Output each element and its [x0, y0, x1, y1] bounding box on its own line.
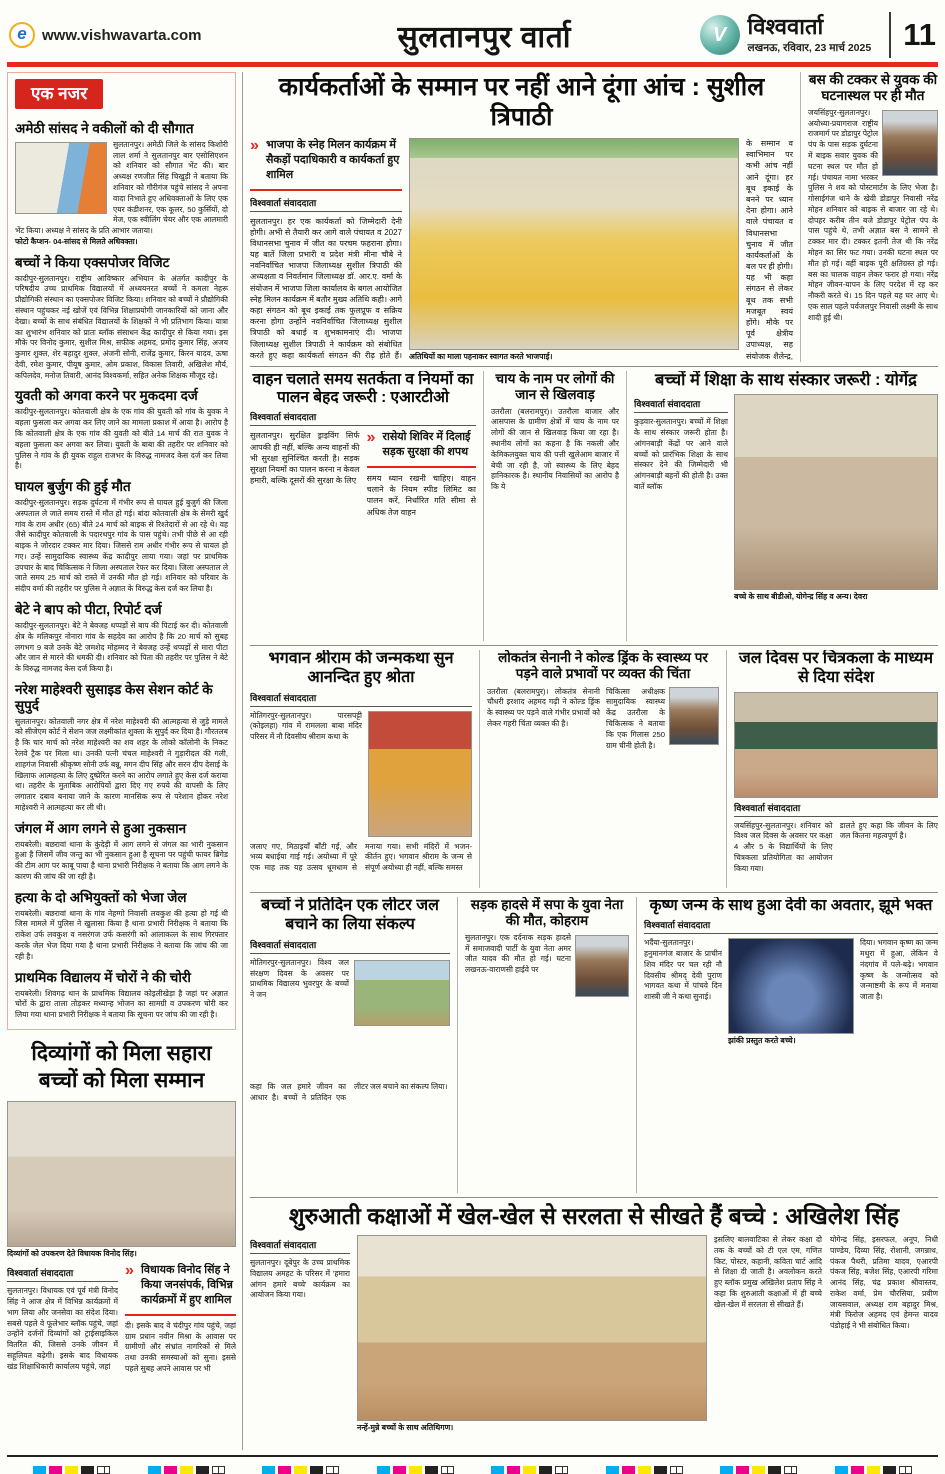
- water-day-body: डालते हुए कहा कि जीवन के लिए जल कितना महत्वपूर्ण है।: [839, 820, 938, 841]
- chai-body: उतरौला (बलरामपुर)। उतरौला बाजार और आसपास के ग्रामीण क्षेत्रों में चाय के नाम पर लोगों की जान से खिलवाड़ किया जा रहा है। स्थानीय लोगों का कहना है कि नकली और केमिकलयुक्त चाय की पत्ती खुलेआम बाजार में बेची जा रही है, जो स्वास्थ्य के लिए बेहद हानिकारक है। स्थानीय निवासियों का आरोप है कि ये: [491, 406, 619, 492]
- magenta-swatch: [393, 1466, 406, 1474]
- lead-column-1: [250, 138, 402, 362]
- cold-drink-headline: लोकतंत्र सेनानी ने कोल्ड ड्रिंक के स्वास्थ्य पर पड़ने वाले प्रभावों पर व्यक्त की चिंता: [498, 649, 708, 681]
- early-classes-attendees: योगेन्द्र सिंह, इसरफल, अनूप, निधी पाण्डेय, दिव्या सिंह, रोशानी, जगन्नाथ, पंकज पैथरी, प्रतिमा यादव, एआरपी पंकज सिंह, बजेश सिंह, एआरपी गरिमा आनंद सिंह, चंद्र प्रकाश श्रीवास्तव, राकेश वर्मा, प्रेम चौरसिया, प्रवीण जायसवाल, अध्यक्ष राम बहादुर मिश्र, मंत्री फिरोज अहमद एवं हेमन्त यादव पंडोहाई ने भी संबोधित किया।: [830, 1234, 938, 1331]
- lead-headline: कार्यकर्ताओं के सम्मान पर नहीं आने दूंगा आंच : सुशील त्रिपाठी: [278, 73, 765, 131]
- divyang-photo: [7, 1101, 236, 1247]
- early-classes-body: सुलतानपुर। दूबेपुर के उच्च प्राथमिक विद्यालय अमहट के परिसर में 'हमारा आंगन हमारे बच्चे' कार्यक्रम का आयोजन किया गया।: [250, 1257, 350, 1300]
- byline: विश्ववार्ता संवाददाता: [734, 801, 938, 817]
- victim-portrait-photo: [882, 110, 938, 176]
- magenta-swatch: [622, 1466, 635, 1474]
- byline: विश्ववार्ता संवाददाता: [250, 410, 476, 426]
- brief-photo-caption: फोटो कैप्शन- 04-सांसद से मिलते अधिवक्ता।: [15, 236, 138, 246]
- ek-najar-title: एक नजर: [15, 79, 103, 109]
- cyan-swatch: [491, 1466, 504, 1474]
- sanskar-column: [634, 394, 728, 612]
- divyang-kicker: » विधायक विनोद सिंह ने किया जनसंपर्क, विभिन्न कार्यक्रमों में हुए शामिल: [125, 1263, 236, 1316]
- water-day-body: जयसिंहपुर-सुलतानपुर। शनिवार को विश्व जल दिवस के अवसर पर कक्षा 4 और 5 के विद्यार्थियों के लिए चित्रकला प्रतियोगिता का आयोजन किया गया।: [734, 820, 833, 873]
- cmyk-group: [33, 1466, 110, 1474]
- black-swatch: [310, 1466, 323, 1474]
- yellow-swatch: [867, 1466, 880, 1474]
- krishna-photo-block: [728, 938, 854, 1176]
- yellow-swatch: [65, 1466, 78, 1474]
- cmyk-group: [606, 1466, 683, 1474]
- black-swatch: [81, 1466, 94, 1474]
- shriram-headline: भगवान श्रीराम की जन्मकथा सुन आनन्दित हुए श्रोता: [268, 649, 454, 686]
- early-classes-column-2: [714, 1235, 938, 1441]
- cyan-swatch: [835, 1466, 848, 1474]
- registration-mark-icon: [784, 1466, 797, 1474]
- cmyk-group: [491, 1466, 568, 1474]
- cold-drink-article: [479, 650, 719, 888]
- sp-leader-death-article: [457, 897, 629, 1193]
- krishna-janm-article: [636, 897, 938, 1193]
- section-title: सुलतानपुर वार्ता: [397, 20, 572, 54]
- bus-headline: बस की टक्कर से युवक की घटनास्थल पर ही मौत: [808, 72, 938, 103]
- pledge-headline: बच्चों ने प्रतिदिन एक लीटर जल बचाने का लिया संकल्प: [261, 897, 439, 933]
- early-classes-body: इसलिए बालवाटिका से लेकर कक्षा दो तक के बच्चों को टी एल एम, गणित किट, पोस्टर, कहानी, कविता चार्ट आदि से शिक्षा दी जाती है। अवलोकन करते हुए ब्लॉक प्रमुख अखिलेश प्रताप सिंह ने कहा कि शुरुआती कक्षाओं में ही बच्चे खेल-खेल में सरलता से सीखते हैं।: [714, 1234, 822, 1309]
- shriram-body: मोतिगरपुर-सुलतानपुर। पारसपट्टी (कोइलहा) गांव में रामलला बाबा मंदिर परिसर में नौ दिवसीय श्रीराम कथा के: [250, 710, 362, 742]
- magenta-swatch: [507, 1466, 520, 1474]
- byline: विश्ववार्ता संवाददाता: [644, 918, 938, 934]
- brief-headline: बच्चों ने किया एक्सपोजर विजिट: [15, 254, 170, 270]
- magenta-swatch: [49, 1466, 62, 1474]
- cold-drink-column-2: [606, 687, 719, 752]
- sp-leader-body: सुलतानपुर। एक दर्दनाक सड़क हादसे में समाजवादी पार्टी के युवा नेता अमर जीत यादव की मौत हो गई। घटना लखनऊ-वाराणसी हाईवे पर: [465, 932, 571, 975]
- black-swatch: [425, 1466, 438, 1474]
- divyang-photo-caption: दिव्यांगों को उपकरण देते विधायक विनोद सिंह।: [7, 1248, 137, 1258]
- sanskar-article: [626, 371, 938, 641]
- registration-mark-icon: [670, 1466, 683, 1474]
- vahan-kicker: » रासेयो शिविर में दिलाई सड़क सुरक्षा की शपथ: [367, 430, 477, 468]
- masthead-right: [700, 12, 936, 58]
- sp-leader-headline: सड़क हादसे में सपा के युवा नेता की मौत, कोहराम: [470, 897, 624, 928]
- masthead: [7, 0, 938, 62]
- water-day-column-1: [734, 821, 833, 888]
- brief-headline: प्राथमिक विद्यालय में चोरों ने की चोरी: [15, 969, 191, 985]
- masthead-rule: [7, 62, 938, 67]
- main-column: [250, 72, 938, 1450]
- road-safety-article: [250, 371, 476, 641]
- early-classes-photo: [357, 1235, 707, 1421]
- lead-column-2: [746, 138, 793, 362]
- registration-mark-icon: [555, 1466, 568, 1474]
- registration-mark-icon: [326, 1466, 339, 1474]
- water-day-column-2: [840, 821, 939, 888]
- news-brief: [15, 602, 228, 675]
- lead-body: सुलतानपुर। हर एक कार्यकर्ता को जिम्मेदारी देनी होगी। अभी से तैयारी कर आगे वाले पंचायत व 2027 विधानसभा चुनाव में जीत का परचम फहराना होगा। यह बातें जिला प्रभारी व प्रदेश मंत्री मीना चौबे ने नवनिर्वाचित भाजपा जिलाध्यक्ष सुशील त्रिपाठी की अध्यक्षता व निवर्तमान जिलाध्यक्ष डॉ. आर.ए. वर्मा के संयोजन में भाजपा जिला कार्यालय के बगल आयोजित स्नेह मिलन कार्यक्रम में बतौर मुख्य अतिथि कही। आगे कहा संगठन को बूथ इकाई तक फुलप्रूफ व सक्रिय करना होगा उन्होंने नवनिर्वाचित जिलाध्यक्ष सुशील त्रिपाठी को बधाई व शुभकामनाएं दी। भाजपा जिलाध्यक्ष सुशील त्रिपाठी ने कार्यक्रम को संबोधित करते हुए कहा कार्यकर्ता संगठन की रीढ़ होते हैं।: [250, 216, 402, 360]
- brief-body: कादीपुर-सुलतानपुर। बेटे ने बेवजह थप्पड़ों से बाप की पिटाई कर दी। कोतवाली क्षेत्र के मलिकपुर नोनारा गांव के सहदेव का आरोप है कि 20 मार्च को सुबह लगभग 9 बजे उनके बेटे जमशेद मोहम्मद ने बेवजह उन्हें थप्पड़ों से मारा पीटा और जान से मारने की धमकी दी। शनिवार को पिता की तहरीर पर पुलिस ने बेटे के विरुद्ध नामजद केस दर्ज किया है।: [15, 620, 228, 674]
- cyan-swatch: [148, 1466, 161, 1474]
- byline: विश्ववार्ता संवाददाता: [250, 691, 472, 707]
- lead-photo: [409, 138, 739, 350]
- brief-headline: घायल बुर्जुग की हुई मौत: [15, 479, 131, 495]
- registration-mark-icon: [97, 1466, 110, 1474]
- bus-body: जयसिंहपुर-सुलतानपुर। अयोध्या-प्रयागराज राष्ट्रीय राजमार्ग पर डोडापुर पेट्रोल पंप के पास सड़क दुर्घटना में बाइक सवार युवक की घटना स्थल पर मौत हो गई। पंचायत नामा भरकर पुलिस ने शव को पोस्टमार्टम के लिए भेजा है। गोसाईगंज थाने के खेवी डोडापुर निवासी नरेंद्र मोहन शनिवार को बाइक से बाजार जा रहे थे। दोपहर करीब तीन बजे डोडापुर पेट्रोल पंप के पास पहुंचे थे, तभी अज्ञात बस ने सामने से टक्कर मार दी। टक्कर इतनी तेज थी कि नरेंद्र मोहन का सिर फट गया। उनकी घटना स्थल पर मौत हो गई। वहीं बाइक पूरी क्षतिग्रस्त हो गई। बस का चालक वाहन लेकर फरार हो गया। नरेंद्र मोहन जीवन-यापन के लिए परदेश में रह कर नौकरी करते थे। 15 दिन पहले यह घर आए थे। एक साल पहले पर्वजलपुर निवासी लक्ष्मी के साथ शादी हुई थी।: [808, 107, 938, 322]
- krishna-body: दिया। भगवान कृष्ण का जन्म मथुरा में हुआ, लेकिन वे नंदगांव में पले-बढ़े। भगवान कृष्ण के जन्मोत्सव को जन्माष्टमी के रूप में मनाया जाता है।: [860, 938, 938, 1002]
- yellow-swatch: [638, 1466, 651, 1474]
- brief-headline: युवती को अगवा करने पर मुकदमा दर्ज: [15, 388, 198, 404]
- magenta-swatch: [278, 1466, 291, 1474]
- pledge-photo: [354, 960, 450, 1026]
- band-five: [250, 1197, 938, 1450]
- yellow-swatch: [409, 1466, 422, 1474]
- early-classes-headline: शुरुआती कक्षाओं में खेल-खेल से सरलता से सीखते हैं बच्चे : अखिलेश सिंह: [288, 1202, 900, 1229]
- cyan-swatch: [33, 1466, 46, 1474]
- vahan-body: समय ध्यान रखनी चाहिए। वाहन चलाने के नियम स्पीड लिमिट का पालन करें, निर्धारित गति सीमा से अधिक तेज वाहन: [366, 474, 476, 517]
- magenta-swatch: [164, 1466, 177, 1474]
- page-number-divider: [889, 12, 891, 58]
- brief-body: रायबरेली। बछरावां थाना के गांव नेहग्गो निवासी लवकुश की हत्या हो गई थी जिस मामले में पुलिस ने खुलासा किया है थाना प्रभारी निरीक्षक ने बताया कि राकेश उर्फ लवकुश व नसरंगज उर्फ कसरंगी को आलाकत्ल के साथ गिरफ्तार करके जेल भेज दिया गया है थाना प्रभारी निरीक्षक ने बताया कि जांच की जा रही है।: [15, 908, 228, 961]
- pledge-body: मोतिगरपुर-सुलतानपुर। विश्व जल संरक्षण दिवस के अवसर पर प्राथमिक विद्यालय भुवरपुर के बच्चों ने जन: [250, 957, 349, 1000]
- magenta-swatch: [851, 1466, 864, 1474]
- band-two: [250, 366, 938, 641]
- brief-headline: बेटे ने बाप को पीटा, रिपोर्ट दर्ज: [15, 602, 162, 618]
- vahan-column-1: [250, 430, 360, 626]
- brief-body: सुलतानपुर। अमेठी जिले के सांसद किशोरी लाल शर्मा ने सुलतानपुर बार एसोसिएशन को शनिवार को सौगात भेंट की। बार अध्यक्ष रणजीत सिंह चिखुड़ी ने बताया कि शनिवार को गौरीगंज पहुंचे सांसद ने अपना वादा निभाते हुए अधिवक्ताओं के लिए एक एयर कंडीशनर, एक कूलर, 50 कुर्सियों, दो मेज, एक स्वीलिंग चेयर और एक आलमारी भेंट किया। अध्यक्ष ने सांसद के प्रति आभार जताया।: [15, 139, 228, 236]
- lead-body: के सम्मान व स्वाभिमान पर कभी आंच नहीं आने दूंगा। हर बूथ इकाई के बनने पर ध्यान देना होगा। आने वाले पंचायत व विधानसभा चुनाव में जीत कार्यकर्ताओं के बल पर ही होगी। यह भी कहा संगठन से लेकर बूथ तक सभी मजबूत स्वयं होंगे। मौके पर पूर्व क्षेत्रीय उपाध्यक्ष, सह संयोजक शैलेन्द्र,: [746, 139, 793, 361]
- vahan-headline: वाहन चलाते समय सतर्कता व नियमों का पालन बेहद जरूरी : एआरटीओ: [252, 370, 474, 407]
- byline: विश्ववार्ता संवाददाता: [250, 196, 402, 212]
- brief-body: कादीपुर-सुलतानपुर। सड़क दुर्घटना में गंभीर रूप से घायल हुई बुजुर्ग की जिला अस्पताल ले जाते समय रास्ते में मौत हो गई। बांदा कोतवाली क्षेत्र के सेमरी खुर्द गांव के राम अधीर (65) बीते 24 मार्च को बाइक से रिश्तेदारों से आ रहे थे। वह जैसे कादीपुर कोतवाली के पदारथपुर गांव के पास पहुंचे। तभी पीछे से आ रही बाइक ने जोरदार टक्कर मार दिया। जिससे राम अधीर गंभीर रूप से घायल हो गए। उन्हें सामुदायिक स्वास्थ्य केंद्र कादीपुर लाया गया। जहां पर प्राथमिक उपचार के बाद चिकित्सक ने जिला अस्पताल रेफर कर दिया। जिला अस्पताल ले जाते समय 25 मार्च को रास्ते में उनकी मौत हो गई। शनिवार को परिवार के संदीप वर्मा की तहरीर पर पुलिस ने अज्ञात के विरुद्ध केस दर्ज कर लिया है।: [15, 498, 228, 594]
- water-day-photo: [734, 692, 938, 798]
- divyang-column-2: [125, 1263, 236, 1413]
- byline: विश्ववार्ता संवाददाता: [634, 397, 728, 413]
- pledge-column-2: [250, 1082, 450, 1190]
- byline: विश्ववार्ता संवाददाता: [7, 1266, 118, 1282]
- shriram-body: जलाए गए, मिठाइयाँ बाँटी गईं, और भव्य बधाईया गाई गई। अयोध्या में पूरे एक माह तक यह उत्सव धूमधाम से मनाया गया। सभी मंदिरों में भजन-कीर्तन हुए। भगवान श्रीराम के जन्म से संपूर्ण अयोध्या ही नहीं, बल्कि समस्त: [250, 841, 472, 873]
- ek-najar-box: [7, 72, 236, 1030]
- brief-headline: अमेठी सांसद ने वकीलों को दी सौगात: [15, 121, 194, 136]
- news-brief: [15, 682, 228, 814]
- water-day-article: [726, 650, 938, 888]
- early-classes-article: [250, 1202, 938, 1450]
- print-color-bar: [7, 1455, 938, 1474]
- cold-drink-portrait-photo: [669, 687, 719, 745]
- divyang-body: सुलतानपुर। विधायक एवं पूर्व मंत्री विनोद सिंह ने आज क्षेत्र में विभिन्न कार्यक्रमों में भाग लिया और जनसेवा का संदेश दिया। सबसे पहले वे फूलेभार ब्लॉक पहुंचे, जहां उन्होंने दर्जनों दिव्यांगों को ट्राईसाइकिल वितरित की, जिससे उनके जीवन में सहूलियत बढ़ेगी। इसके बाद विधायक खंड शिक्षाधिकारी कार्यालय पहुंचे, जहां: [7, 1286, 118, 1371]
- news-brief: [15, 970, 228, 1021]
- brief-headline: जंगल में आग लगने से हुआ नुकसान: [15, 820, 187, 836]
- magenta-swatch: [736, 1466, 749, 1474]
- krishna-column-1: [644, 938, 722, 1176]
- browser-e-icon: e: [9, 22, 35, 48]
- sp-leader-portrait-photo: [575, 935, 629, 997]
- news-brief: [15, 890, 228, 963]
- cmyk-group: [720, 1466, 797, 1474]
- black-swatch: [196, 1466, 209, 1474]
- edition-dateline: लखनऊ, रविवार, 23 मार्च 2025: [747, 41, 872, 54]
- cyan-swatch: [262, 1466, 275, 1474]
- yellow-swatch: [523, 1466, 536, 1474]
- pledge-body: कहा कि जल हमारे जीवन का आधार है। बच्चों ने प्रतिदिन एक लीटर जल बचाने का संकल्प लिया।: [250, 1081, 448, 1102]
- band-four: [250, 892, 938, 1193]
- krishna-body: भदैंया-सुलतानपुर। हनुमानगंज बाजार के प्राचीन शिव मंदिर पर चल रही नौ दिवसीय श्रीमद् देवी पुराण भागवत कथा में पांचवे दिन शास्त्री जी ने कथा सुनाई।: [644, 938, 722, 1002]
- early-classes-photo-block: [357, 1235, 707, 1441]
- sanskar-photo-caption: बच्चे के साथ बीडीओ, योगेन्द्र सिंह व अन्य। देवरा: [734, 592, 868, 602]
- registration-mark-icon: [441, 1466, 454, 1474]
- divyang-headline: दिव्यांगों को मिला सहारा बच्चों को मिला सम्मान: [31, 1042, 212, 1093]
- krishna-photo: [728, 938, 854, 1034]
- cyan-swatch: [606, 1466, 619, 1474]
- byline: विश्ववार्ता संवाददाता: [250, 1238, 350, 1254]
- black-swatch: [768, 1466, 781, 1474]
- news-brief: [15, 821, 228, 883]
- divyang-body: दी। इसके बाद वे चंदीपुर गांव पहुंचे, जहां ग्राम प्रधान नवीन मिश्रा के आवास पर ग्रामीणों और संभ्रांत नागरिकों से मिले तथा उनकी समस्याओं को सुना। इससे पहले सुबह अपने आवास पर भी: [125, 1320, 236, 1373]
- shriram-column-1: [250, 711, 362, 839]
- sanskar-photo: [734, 394, 938, 590]
- vahan-body: सुलतानपुर। सुरक्षित ड्राइविंग सिर्फ आपकी ही नहीं, बल्कि अन्य वाहनों की भी सुरक्षा सुनिश्चित करती है। सड़क सुरक्षा नियमों का पालन करना न केवल हमारी, बल्कि दूसरों की सुरक्षा के लिए: [250, 431, 360, 486]
- website-url: www.vishwavarta.com: [42, 26, 202, 44]
- brief-headline: हत्या के दो अभियुक्तों को भेजा जेल: [15, 889, 187, 905]
- divyang-article: [7, 1038, 236, 1413]
- cold-drink-body: उतरौला (बलरामपुर)। लोकतंत्र सेनानी चौधरी इरशाद अहमद गढ़ी ने कोल्ड ड्रिंक के स्वास्थ्य पर पड़ने वाले गंभीर प्रभावों को लेकर गहरी चिंता व्यक्त की है।: [487, 686, 600, 729]
- shriram-katha-article: [250, 650, 472, 888]
- bus-accident-article: [800, 72, 938, 362]
- lead-article: [250, 72, 793, 362]
- news-brief: [15, 121, 228, 248]
- brief-body: सुलतानपुर। कोतवाली नगर क्षेत्र में नरेश माहेश्वरी की आत्महत्या से जुड़े मामले को सीजेएम कोर्ट ने सेशन जज लक्ष्मीकांत शुक्ला के सुपुर्द कर दिया है। गौरतलब है कि चार मार्च को नरेश माहेश्वरी का शव शहर के लोको कॉलोनी के निकट रेलवे ट्रैक पर मिला था। उनकी पत्नी चंचल माहेश्वरी ने गुड़ारीदल की गली, शाहगंज निवासी श्रीकृष्ण सोनी उर्फ बन्नू, मगन दीप सिंह और सरन दीप देसाई के खिलाफ आत्महत्या के लिए दुष्प्रेरित करने का आरोप लगाते हुए केस दर्ज कराया था। तहरीर के मुताबिक आरोपियों द्वारा दिए गए रुपये की वापसी के लिए लगातार दबाव बनाया जाने के कारण मानसिक रूप से परेशान होकर नरेश माहेश्वरी ने आत्महत्या कर ली थी।: [15, 716, 228, 812]
- shriram-photo: [368, 711, 472, 837]
- cmyk-group: [835, 1466, 912, 1474]
- chai-headline: चाय के नाम पर लोगों की जान से खिलवाड़: [495, 370, 615, 402]
- news-brief: [15, 255, 228, 382]
- cmyk-group: [148, 1466, 225, 1474]
- vishwavarta-globe-logo-icon: V: [700, 15, 740, 55]
- cold-drink-column-1: [487, 687, 600, 752]
- brief-photo: [15, 142, 107, 214]
- cold-drink-body: चिकित्सा अधीक्षक सामुदायिक स्वास्थ्य केंद्र उतरौला के चिकित्सक ने बताया कि एक गिलास 250 ग्राम चीनी होती है।: [606, 686, 665, 750]
- band-lead: [250, 72, 938, 362]
- lead-photo-block: [409, 138, 739, 362]
- krishna-photo-caption: झांकी प्रस्तुत करते बच्चे।: [728, 1036, 796, 1046]
- news-brief: [15, 388, 228, 472]
- pledge-column-1: [250, 958, 349, 1078]
- cyan-swatch: [377, 1466, 390, 1474]
- black-swatch: [883, 1466, 896, 1474]
- sanskar-body: कुड़वार-सुलतानपुर। बच्चों में शिक्षा के साथ संस्कार जरूरी होता है। आंगनबाड़ी केंद्रों पर आने वाले बच्चों को प्रारंभिक शिक्षा के साथ संस्कार देने की जिम्मेदारी भी आंगनबाड़ी बहनों की होती है। उक्त बातें ब्लॉक: [634, 417, 728, 491]
- byline: विश्ववार्ता संवाददाता: [250, 938, 450, 954]
- cmyk-group: [377, 1466, 454, 1474]
- cmyk-group: [262, 1466, 339, 1474]
- page-number: 11: [903, 17, 936, 52]
- brief-body: कादीपुर-सुलतानपुर। राष्ट्रीय आविष्कार अभियान के अंतर्गत कादीपुर के परिषदीय उच्च प्राथमिक विद्यालयों में अध्ययनरत बच्चों ने कमला नेहरू प्रौद्योगिकी संस्थान का एक्सपोजर विजिट किया। शनिवार को बच्चों ने प्रौद्योगिकी संस्थान पहुंचकर नई खोजें एवं विभिन्न शिक्षाप्रयोगी जानकारियों को जाना और देखा। बच्चों के साथ संबंधित विद्यालयों के शिक्षकों ने भी प्रतिभाग किया। यात्रा का शुभारंभ शनिवार को प्रातः ब्लॉक संसाधन केंद्र कादीपुर से किया गया। इस मौके पर विनोद कुमार, सुशील मिश्र, सफीक अहमद, प्रमोद कुमार सिंह, अजय कुमार शुक्ल, शेर बहादुर शुक्ल, अंजनी सोनी, राजेंद्र कुमार, किरन यादव, ऊषा देवी, रमेश कुमार, पीयूष कुमार, ओम प्रकाश, विकास तिवारी, अखिलेश मौर्य, कपिलदेव, मनोज तिवारी, आनंद विश्वकर्मा, सहित अनेक शिक्षक मौजूद रहे।: [15, 273, 228, 380]
- lead-kicker: » भाजपा के स्नेह मिलन कार्यक्रम में सैकड़ों पदाधिकारी व कार्यकर्ता हुए शामिल: [250, 138, 402, 191]
- divyang-column-1: [7, 1263, 118, 1413]
- cyan-swatch: [720, 1466, 733, 1474]
- vahan-column-2: [367, 430, 477, 626]
- water-day-headline: जल दिवस पर चित्रकला के माध्यम से दिया संदेश: [738, 649, 934, 686]
- tea-adulteration-article: [483, 371, 619, 641]
- band-three: [250, 645, 938, 888]
- yellow-swatch: [752, 1466, 765, 1474]
- krishna-column-2: [860, 938, 938, 1176]
- shriram-column-2: [250, 842, 472, 888]
- news-brief: [15, 479, 228, 595]
- left-column: [7, 72, 243, 1450]
- brief-body: रायबरेली। बछरावां थाना के कुंदेड़ी में आग लगने से जंगल का भारी नुकसान हुआ है जिसमें जीव जन्तु का भी नुकसान हुआ है सूचना पर पहुंची फायर ब्रिगेड की टीम आग पर काबू पाया है थाना प्रभारी निरीक्षक ने बताया कि आग लगने के कारण की जांच की जा रही है।: [15, 839, 228, 881]
- sanskar-photo-block: [734, 394, 938, 612]
- sanskar-headline: बच्चों में शिक्षा के साथ संस्कार जरूरी : योगेंद्र: [655, 370, 917, 389]
- black-swatch: [539, 1466, 552, 1474]
- brief-body: कादीपुर-सुलतानपुर। कोतवाली क्षेत्र के एक गांव की युवती को गांव के युवक ने बहला फुसला कर अगवा कर लिए जाने का मामला प्रकाश में आया है। आरोप है कि कोतवाली क्षेत्र के एक गांव की युवती को बीते 14 मार्च की रात युवक ने बहला फुसला कर अगवा कर लिया। युवती के बाबा की तहरीर पर शनिवार को पुलिस ने गांव के ही युवक राहुल राजभर के विरुद्ध नामजद केस दर्ज कर लिया है।: [15, 407, 228, 471]
- black-swatch: [654, 1466, 667, 1474]
- yellow-swatch: [294, 1466, 307, 1474]
- brief-body: रायबरेली। शिवगढ़ थान के प्राथमिक विद्यालय कोइलीखेड़ा है जहां पर अज्ञात चोरों के द्वारा ताला तोड़कर मध्यान्ह भोजन का सामग्री व उपकरण चोरी कर लिया गया थाना प्रभारी निरीक्षक ने बताया कि सूचना पर जांच की जा रही है।: [15, 988, 228, 1020]
- registration-mark-icon: [212, 1466, 225, 1474]
- krishna-headline: कृष्ण जन्म के साथ हुआ देवी का अवतार, झूमे भक्त: [649, 897, 933, 915]
- early-classes-column-1: [250, 1235, 350, 1441]
- yellow-swatch: [180, 1466, 193, 1474]
- early-classes-photo-caption: नन्हें-मुन्ने बच्चों के साथ अतिथिगण।: [357, 1422, 454, 1432]
- registration-mark-icon: [899, 1466, 912, 1474]
- lead-photo-caption: अतिथियों का माला पहनाकर स्वागत करते भाजपाई।: [409, 352, 553, 361]
- brief-headline: नरेश माहेश्वरी सुसाइड केस सेशन कोर्ट के सुपुर्द: [15, 681, 213, 713]
- water-pledge-article: [250, 897, 450, 1193]
- masthead-left: [9, 22, 269, 48]
- brand-name: विश्ववार्ता: [747, 13, 824, 39]
